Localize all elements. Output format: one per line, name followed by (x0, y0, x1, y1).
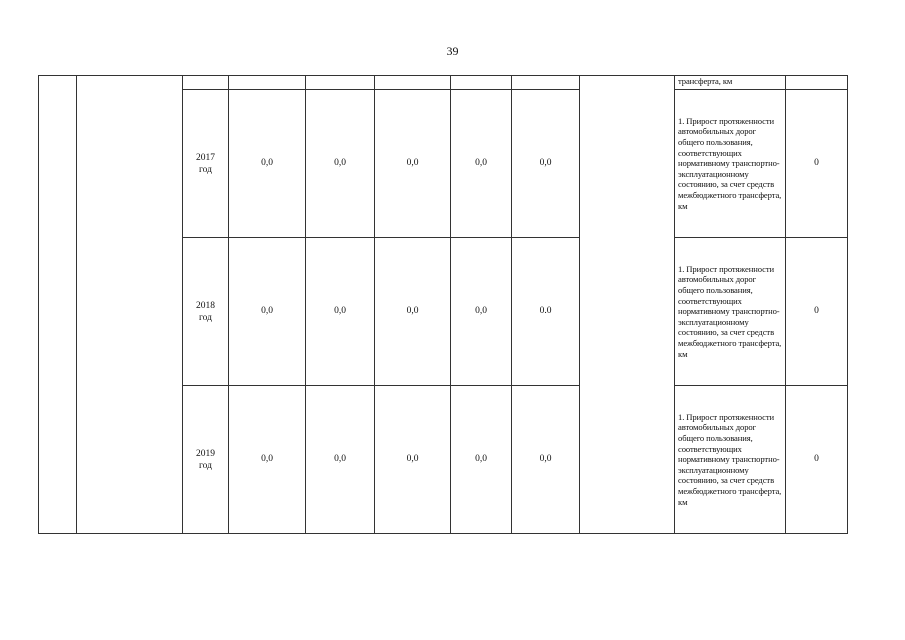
cell-target: 0 (786, 386, 848, 534)
cell-empty (183, 76, 229, 90)
cell-value: 0,0 (512, 386, 580, 534)
cell-value: 0,0 (451, 386, 512, 534)
cell-value: 0,0 (229, 386, 306, 534)
cell-empty (786, 76, 848, 90)
cell-value: 0,0 (306, 90, 375, 238)
cell-value: 0,0 (375, 90, 451, 238)
cell-value: 0,0 (451, 238, 512, 386)
year-number: 2017 (196, 152, 215, 163)
cell-value: 0,0 (229, 238, 306, 386)
year-number: 2018 (196, 300, 215, 311)
year-word: год (199, 312, 212, 323)
cell-value: 0,0 (306, 386, 375, 534)
cell-name-merged (77, 76, 183, 534)
cell-year (183, 90, 229, 238)
cell-value: 0,0 (375, 386, 451, 534)
cell-indicator: 1. Прирост протяженности автомобильных дорог общего пользования, соответствующих нормативному транспортно-эксплуатационному состоянию, за счет средств межбюджетного трансферта, км (675, 90, 786, 238)
cell-target: 0 (786, 90, 848, 238)
cell-value: 0,0 (306, 238, 375, 386)
cell-value: 0.0 (512, 238, 580, 386)
cell-value: 0,0 (451, 90, 512, 238)
cell-year (183, 238, 229, 386)
cell-indicator-continuation: трансферта, км (675, 76, 786, 90)
program-table (38, 75, 848, 534)
year-word: год (199, 460, 212, 471)
cell-value: 0,0 (375, 238, 451, 386)
cell-empty (306, 76, 375, 90)
year-number: 2019 (196, 448, 215, 459)
cell-value: 0,0 (512, 90, 580, 238)
cell-number-merged (39, 76, 77, 534)
cell-empty (375, 76, 451, 90)
cell-target: 0 (786, 238, 848, 386)
cell-executor-merged (580, 76, 675, 534)
cell-value: 0,0 (229, 90, 306, 238)
cell-empty (229, 76, 306, 90)
cell-empty (512, 76, 580, 90)
page-number: 39 (446, 44, 459, 58)
cell-indicator: 1. Прирост протяженности автомобильных дорог общего пользования, соответствующих нормативному транспортно-эксплуатационному состоянию, за счет средств межбюджетного трансферта, км (675, 386, 786, 534)
cell-year (183, 386, 229, 534)
cell-empty (451, 76, 512, 90)
cell-indicator: 1. Прирост протяженности автомобильных дорог общего пользования, соответствующих нормативному транспортно-эксплуатационному состоянию, за счет средств межбюджетного трансферта, км (675, 238, 786, 386)
year-word: год (199, 164, 212, 175)
table-row-continuation (39, 76, 848, 90)
